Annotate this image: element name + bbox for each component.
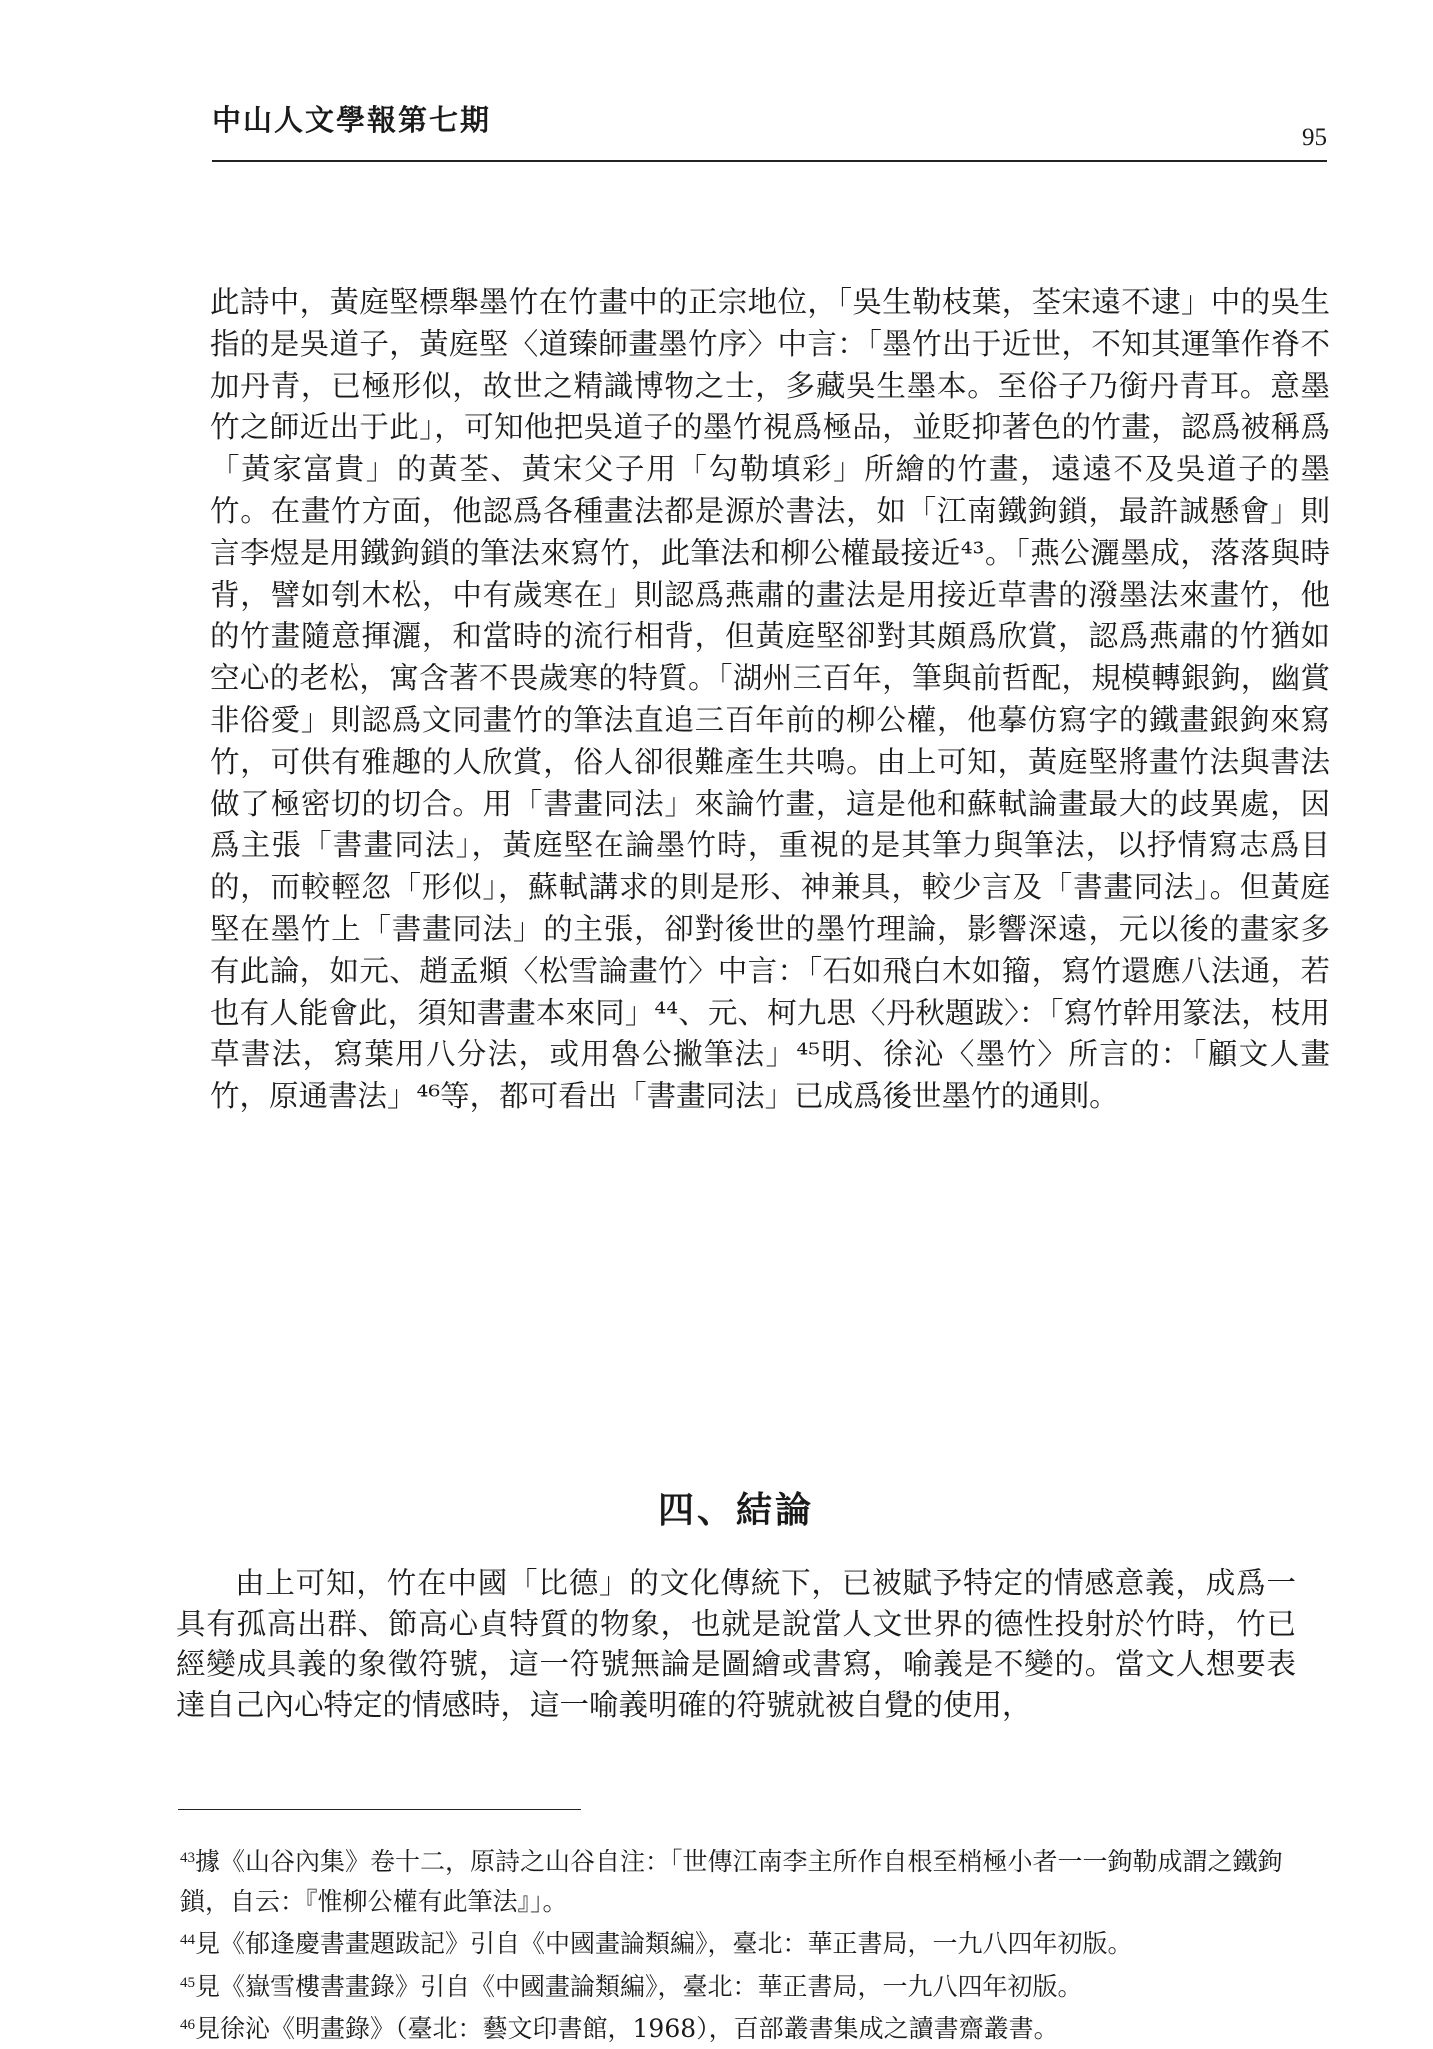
body-text	[210, 282, 1330, 1118]
conclusion-paragraph: 由上可知，竹在中國「比德」的文化傳統下，已被賦予特定的情感意義，成爲一具有孤高出群、節高心貞特質的物象，也就是說當人文世界的德性投射於竹時，竹已經變成具義的象徵符號，這一符號無論是圖繪或書寫，喻義是不變的。當文人想要表達自己內心特定的情感時，這一喻義明確的符號就被自覺的使用，	[176, 1566, 1296, 1722]
page-number: 95	[1302, 124, 1327, 151]
footnote-rule	[178, 1809, 581, 1810]
footnote-number: 44	[180, 1932, 195, 1948]
footnote-number: 46	[180, 2017, 195, 2033]
conclusion-section	[176, 1490, 1296, 1725]
footnote-number: 43	[180, 1850, 195, 1866]
journal-title: 中山人文學報第七期	[212, 103, 492, 137]
footnote-text: 見《嶽雪樓書畫錄》引自《中國畫論類編》，臺北：華正書局，一九八四年初版。	[195, 1971, 1083, 2001]
footnote-45	[180, 1964, 1310, 2007]
footnote-number: 45	[180, 1974, 195, 1991]
footnote-43	[180, 1839, 1310, 1921]
footnote-text: 見《郁逢慶書畫題跋記》引自《中國畫論類編》，臺北：華正書局，一九八四年初版。	[195, 1929, 1133, 1958]
footnote-44	[180, 1921, 1310, 1964]
section-heading: 四、結論	[657, 1489, 814, 1531]
footnote-46	[180, 2006, 1310, 2049]
running-header	[212, 98, 1327, 164]
footnote-text: 見徐沁《明畫錄》（臺北：藝文印書館，1968），百部叢書集成之讀書齋叢書。	[195, 2014, 1059, 2043]
footnote-text: 據《山谷內集》卷十二，原詩之山谷自注：「世傳江南李主所作自根至梢極小者一一鉤勒成謂之鐵鉤鎖，自云：『惟柳公權有此筆法』」。	[180, 1847, 1283, 1916]
header-rule	[212, 160, 1327, 162]
footnotes	[180, 1839, 1310, 2049]
body-paragraph: 此詩中，黃庭堅標舉墨竹在竹畫中的正宗地位，「吳生勒枝葉，荃宋遠不逮」中的吳生指的是吳道子，黃庭堅〈道臻師畫墨竹序〉中言：「墨竹出于近世，不知其運筆作脊不加丹青，已極形似，故世之精識博物之士，多藏吳生墨本。至俗子乃銜丹青耳。意墨竹之師近出于此」，可知他把吳道子的墨竹視爲極品，並貶抑著色的竹畫，認爲被稱爲「黃家富貴」的黃荃、黃宋父子用「勾勒填彩」所繪的竹畫，遠遠不及吳道子的墨竹。在畫竹方面，他認爲各種畫法都是源於書法，如「江南鐵鉤鎖，最許誠懸會」則言李煜是用鐵鉤鎖的筆法來寫竹，此筆法和柳公權最接近⁴³。「燕公灑墨成，落落與時背，譬如刳木松，中有歲寒在」則認爲燕肅的畫法是用接近草書的潑墨法來畫竹，他的竹畫隨意揮灑，和當時的流行相背，但黃庭堅卻對其頗爲欣賞，認爲燕肅的竹猶如空心的老松，寓含著不畏歲寒的特質。「湖州三百年，筆與前哲配，規模轉銀鉤，幽賞非俗愛」則認爲文同畫竹的筆法直追三百年前的柳公權，他摹仿寫字的鐵畫銀鉤來寫竹，可供有雅趣的人欣賞，俗人卻很難產生共鳴。由上可知，黃庭堅將畫竹法與書法做了極密切的切合。用「書畫同法」來論竹畫，這是他和蘇軾論畫最大的歧異處，因爲主張「書畫同法」，黃庭堅在論墨竹時，重視的是其筆力與筆法，以抒情寫志爲目的，而較輕忽「形似」，蘇軾講求的則是形、神兼具，較少言及「書畫同法」。但黃庭堅在墨竹上「書畫同法」的主張，卻對後世的墨竹理論，影響深遠，元以後的畫家多有此論，如元、趙孟頫〈松雪論畫竹〉中言：「石如飛白木如籀，寫竹還應八法通，若也有人能會此，須知書畫本來同」⁴⁴、元、柯九思〈丹秋題跋〉：「寫竹幹用篆法，枝用草書法，寫葉用八分法，或用魯公撇筆法」⁴⁵明、徐沁〈墨竹〉所言的：「顧文人畫竹，原通書法」⁴⁶等，都可看出「書畫同法」已成爲後世墨竹的通則。	[210, 285, 1330, 1114]
